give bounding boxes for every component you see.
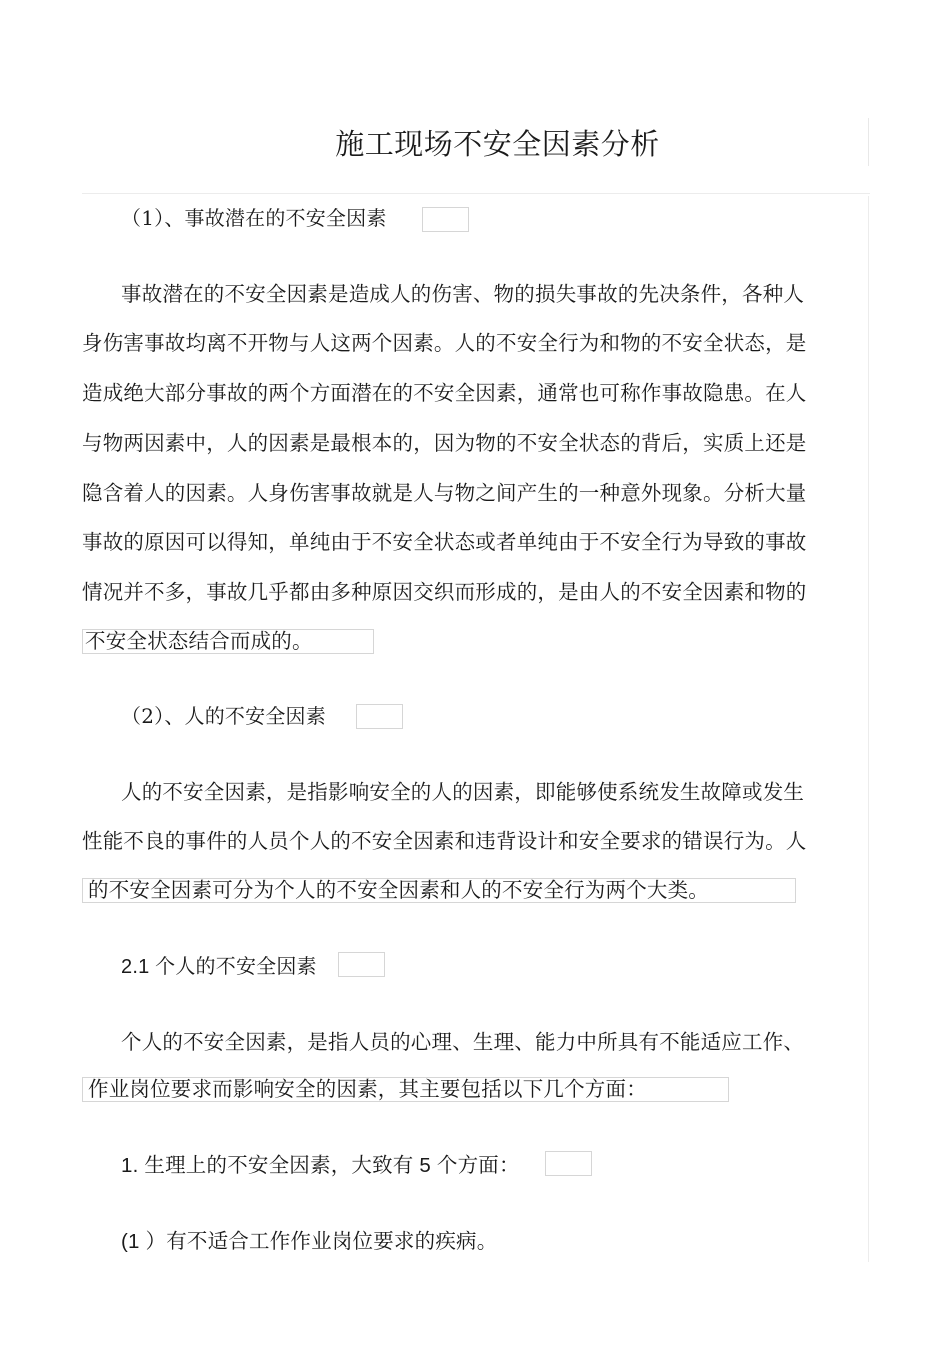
list-subitem: (1 ）有不适合工作作业岗位要求的疾病。 [121, 1230, 498, 1253]
paragraph-line: 造成绝大部分事故的两个方面潜在的不安全因素，通常也可称作事故隐患。在人 [82, 381, 807, 405]
section-1-heading-box [422, 207, 469, 232]
paragraph-line: 个人的不安全因素，是指人员的心理、生理、能力中所具有不能适应工作、 [121, 1030, 805, 1054]
paragraph-line: 与物两因素中，人的因素是最根本的，因为物的不安全状态的背后，实质上还是 [82, 431, 807, 455]
page-edge-rule [868, 196, 869, 1262]
paragraph-line: 性能不良的事件的人员个人的不安全因素和违背设计和安全要求的错误行为。人 [82, 829, 807, 853]
paragraph-line: 情况并不多，事故几乎都由多种原因交织而形成的，是由人的不安全因素和物的 [82, 580, 807, 604]
list-item-heading-box [545, 1151, 592, 1176]
paragraph-line: 的不安全因素可分为个人的不安全因素和人的不安全行为两个大类。 [88, 878, 709, 902]
paragraph-line: 事故潜在的不安全因素是造成人的伤害、物的损失事故的先决条件，各种人 [121, 282, 805, 306]
paragraph-line: 作业岗位要求而影响安全的因素，其主要包括以下几个方面： [88, 1077, 647, 1101]
paragraph-line: 不安全状态结合而成的。 [85, 629, 313, 653]
paragraph-line: 隐含着人的因素。人身伤害事故就是人与物之间产生的一种意外现象。分析大量 [82, 481, 807, 505]
paragraph-line: 事故的原因可以得知，单纯由于不安全状态或者单纯由于不安全行为导致的事故 [82, 530, 807, 554]
paragraph-line: 身伤害事故均离不开物与人这两个因素。人的不安全行为和物的不安全状态，是 [82, 331, 807, 355]
section-2-1-heading: 2.1 个人的不安全因素 [121, 956, 317, 978]
paragraph-line: 人的不安全因素，是指影响安全的人的因素，即能够使系统发生故障或发生 [121, 780, 805, 804]
section-2-heading-box [356, 704, 403, 729]
section-1-heading: （1）、事故潜在的不安全因素 [121, 206, 387, 230]
section-2-heading: （2）、人的不安全因素 [121, 704, 326, 728]
list-item-heading: 1. 生理上的不安全因素，大致有 5 个方面： [121, 1154, 520, 1177]
section-2-1-heading-box [338, 952, 385, 977]
header-divider [82, 193, 870, 194]
page-title: 施工现场不安全因素分析 [335, 127, 660, 161]
